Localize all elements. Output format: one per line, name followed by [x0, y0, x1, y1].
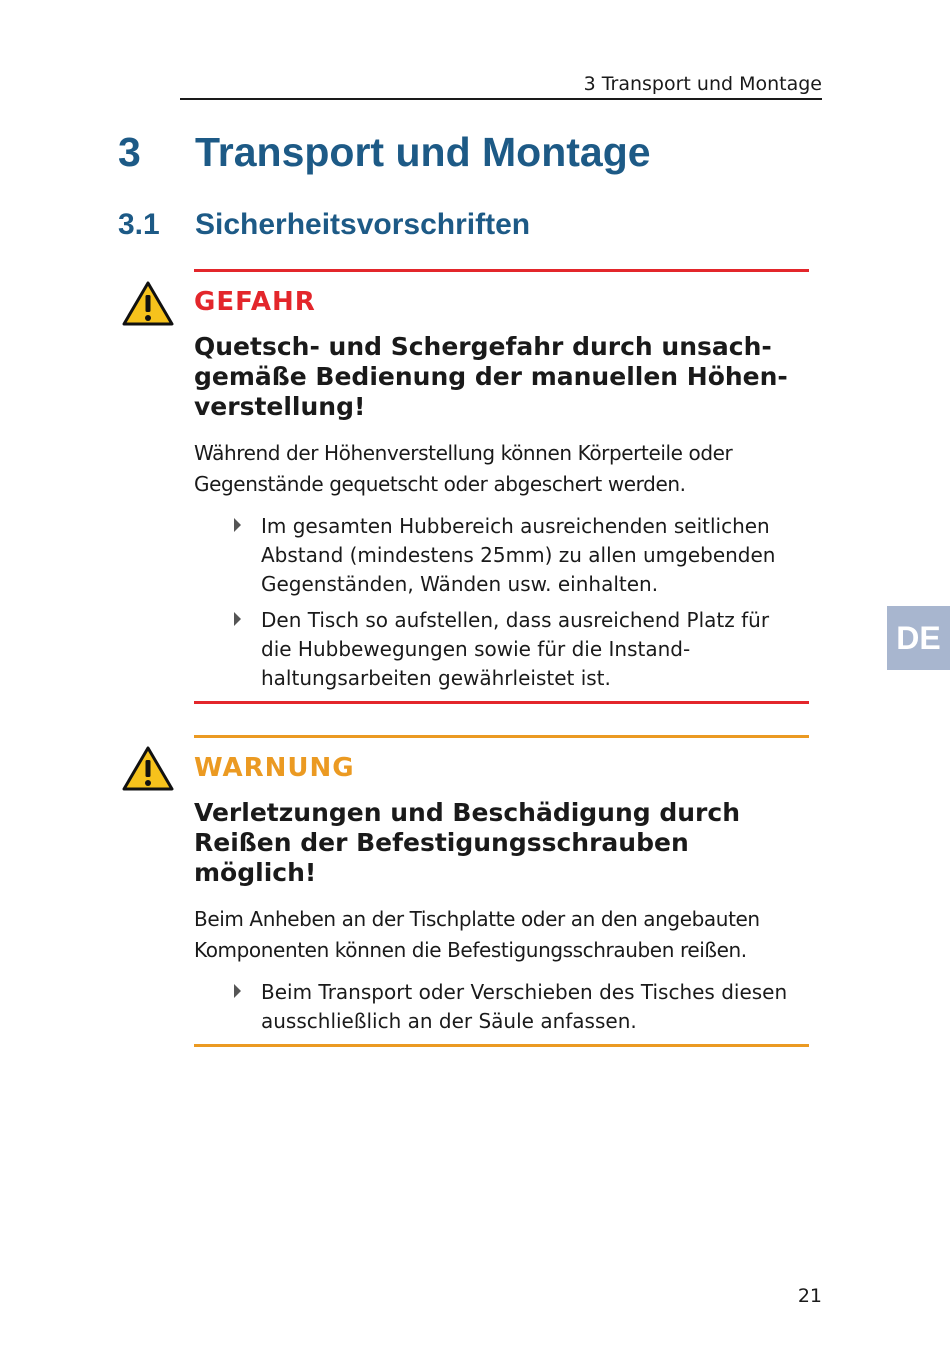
list-item [194, 978, 809, 1036]
page-number: 21 [797, 1285, 822, 1307]
warning-triangle-icon [122, 280, 174, 326]
warning-bottom-rule [194, 1044, 809, 1047]
headline-line: verstellung! [194, 392, 366, 421]
warning-triangle-icon [122, 745, 174, 791]
chapter-title: Transport und Montage [195, 129, 651, 175]
step-line: Beim Transport oder Verschieben des Tisches diesen [261, 980, 788, 1004]
headline-line: Reißen der Befestigungsschrauben möglich! [194, 828, 689, 887]
warning-signal-word: WARNUNG [194, 753, 355, 783]
warning-notice [194, 735, 809, 1047]
danger-top-rule [194, 269, 809, 272]
warning-top-rule [194, 735, 809, 738]
danger-description [194, 438, 809, 500]
language-tab: DE [887, 606, 950, 670]
section-title: Sicherheitsvorschriften [195, 208, 531, 241]
step-line: Abstand (mindestens 25mm) zu allen umgebenden [261, 543, 776, 567]
step-line: Den Tisch so aufstellen, dass ausreichend Platz für [261, 608, 770, 632]
warning-headline [194, 798, 809, 888]
headline-line: gemäße Bedienung der manuellen Höhen- [194, 362, 788, 391]
step-line: Gegenständen, Wänden usw. einhalten. [261, 572, 659, 596]
step-line: ausschließlich an der Säule anfassen. [261, 1009, 637, 1033]
body-line: Während der Höhenverstellung können Körperteile oder [194, 441, 733, 465]
warning-steps [194, 978, 809, 1036]
arrow-bullet-icon [234, 518, 241, 532]
arrow-bullet-icon [234, 984, 241, 998]
running-header: 3 Transport und Montage [180, 72, 822, 100]
danger-steps [194, 512, 809, 693]
warning-description [194, 904, 809, 966]
section-number: 3.1 [118, 208, 160, 241]
chapter-number: 3 [118, 129, 141, 175]
danger-signal-word: GEFAHR [194, 287, 316, 317]
danger-headline [194, 332, 809, 422]
arrow-bullet-icon [234, 612, 241, 626]
step-line: die Hubbewegungen sowie für die Instand- [261, 637, 691, 661]
headline-line: Verletzungen und Beschädigung durch [194, 798, 741, 827]
body-line: Komponenten können die Befestigungsschrauben reißen. [194, 938, 747, 962]
body-line: Beim Anheben an der Tischplatte oder an den angebauten [194, 907, 760, 931]
headline-line: Quetsch- und Schergefahr durch unsach- [194, 332, 772, 361]
list-item [194, 606, 809, 693]
body-line: Gegenstände gequetscht oder abgeschert werden. [194, 472, 686, 496]
step-line: Im gesamten Hubbereich ausreichenden seitlichen [261, 514, 770, 538]
list-item [194, 512, 809, 599]
step-line: haltungsarbeiten gewährleistet ist. [261, 666, 611, 690]
danger-bottom-rule [194, 701, 809, 704]
danger-notice [194, 269, 809, 704]
